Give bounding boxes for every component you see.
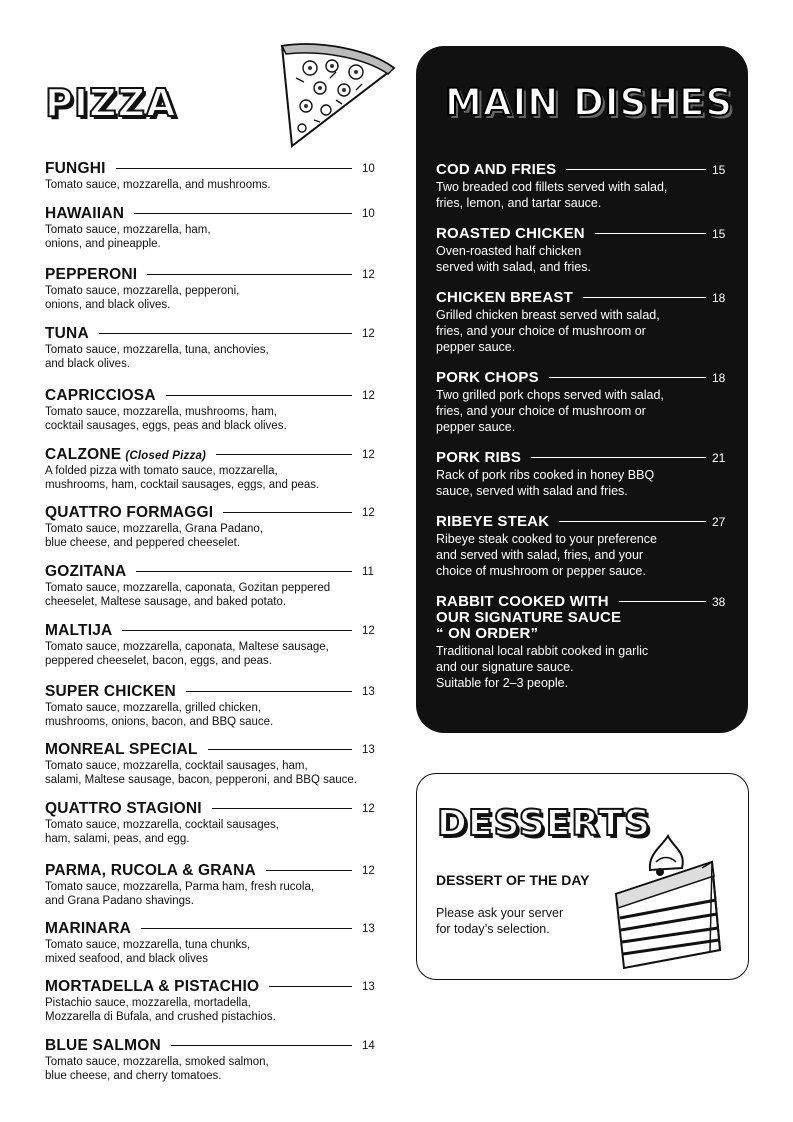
item-name: PORK RIBS xyxy=(436,449,522,466)
leader-line xyxy=(595,233,706,234)
item-price: 10 xyxy=(362,207,375,220)
item-name: PORK CHOPS xyxy=(436,369,539,386)
leader-line xyxy=(141,928,352,929)
item-price: 21 xyxy=(712,450,726,465)
item-note: (Closed Pizza) xyxy=(125,449,207,462)
item-name: GOZITANA xyxy=(45,562,127,580)
item-description: Tomato sauce, mozzarella, Parma ham, fresh rucola, and Grana Padano shavings. xyxy=(45,881,315,907)
menu-item xyxy=(436,225,728,275)
item-name: PARMA, RUCOLA & GRANA xyxy=(45,861,256,879)
item-price: 12 xyxy=(362,448,375,461)
item-price: 15 xyxy=(712,226,726,241)
item-description: Two grilled pork chops served with salad, fries, and your choice of mushroom or pepper sauce. xyxy=(436,388,664,434)
item-name: MORTADELLA & PISTACHIO xyxy=(45,977,260,995)
item-price: 12 xyxy=(362,506,375,519)
item-price: 18 xyxy=(712,370,726,385)
menu-item xyxy=(45,978,378,1024)
menu-item xyxy=(436,369,728,435)
item-description: Tomato sauce, mozzarella, cocktail sausages, ham, salami, Maltese sausage, bacon, pepperoni, and BBQ sauce. xyxy=(45,760,357,786)
item-name-line-2: OUR SIGNATURE SAUCE xyxy=(436,609,622,626)
menu-item xyxy=(45,266,378,312)
leader-line xyxy=(208,749,352,750)
item-description: Traditional local rabbit cooked in garlic and our signature sauce. Suitable for 2–3 people. xyxy=(436,644,649,690)
desserts-title: DESSERTS xyxy=(437,803,651,844)
item-price: 38 xyxy=(712,594,726,609)
item-name: QUATTRO FORMAGGI xyxy=(45,503,214,521)
item-name-line-3: “ ON ORDER” xyxy=(436,625,539,642)
leader-line xyxy=(531,457,706,458)
item-price: 13 xyxy=(362,743,375,756)
item-price: 14 xyxy=(362,1039,375,1052)
leader-line xyxy=(566,169,706,170)
leader-line xyxy=(171,1045,352,1046)
item-price: 12 xyxy=(362,389,375,402)
leader-line xyxy=(136,571,352,572)
item-name: MALTIJA xyxy=(45,621,113,639)
leader-line xyxy=(269,986,352,987)
item-price: 18 xyxy=(712,290,726,305)
item-price: 12 xyxy=(362,624,375,637)
item-name: MARINARA xyxy=(45,919,131,937)
item-name: RABBIT COOKED WITH xyxy=(436,593,609,610)
item-name: TUNA xyxy=(45,324,89,342)
menu-item xyxy=(45,160,378,192)
menu-item xyxy=(45,504,378,550)
leader-line xyxy=(116,168,352,169)
cake-slice-icon xyxy=(612,832,730,972)
item-description: Tomato sauce, mozzarella, caponata, Maltese sausage, peppered cheeselet, bacon, eggs, and peas. xyxy=(45,641,329,667)
menu-item xyxy=(45,622,378,668)
leader-line xyxy=(99,333,352,334)
menu-item xyxy=(45,387,378,433)
item-name: PEPPERONI xyxy=(45,265,138,283)
item-description: Tomato sauce, mozzarella, and mushrooms. xyxy=(45,179,271,191)
item-price: 13 xyxy=(362,922,375,935)
leader-line xyxy=(223,512,352,513)
leader-line xyxy=(559,521,706,522)
item-name: FUNGHI xyxy=(45,159,106,177)
item-description: Rack of pork ribs cooked in honey BBQ sauce, served with salad and fries. xyxy=(436,468,655,498)
item-price: 11 xyxy=(362,565,374,578)
item-description: Tomato sauce, mozzarella, cocktail sausages, ham, salami, peas, and egg. xyxy=(45,819,279,845)
item-price: 27 xyxy=(712,514,726,529)
leader-line xyxy=(619,601,706,602)
item-price: 12 xyxy=(362,802,375,815)
leader-line xyxy=(549,377,706,378)
item-description: Tomato sauce, mozzarella, tuna chunks, mixed seafood, and black olives xyxy=(45,939,251,965)
item-description: Tomato sauce, mozzarella, mushrooms, ham, cocktail sausages, eggs, peas and black olives. xyxy=(45,406,287,432)
menu-item xyxy=(45,862,378,908)
menu-item xyxy=(436,449,728,499)
pizza-title: PIZZA xyxy=(45,81,177,125)
menu-item xyxy=(45,205,378,251)
leader-line xyxy=(212,808,352,809)
item-description: Tomato sauce, mozzarella, smoked salmon, blue cheese, and cherry tomatoes. xyxy=(45,1056,269,1082)
item-name: CAPRICCIOSA xyxy=(45,386,156,404)
leader-line xyxy=(166,395,352,396)
item-description: Pistachio sauce, mozzarella, mortadella, Mozzarella di Bufala, and crushed pistachios. xyxy=(45,997,276,1023)
leader-line xyxy=(583,297,706,298)
dessert-description: Please ask your server for today’s selection. xyxy=(436,906,564,936)
menu-item xyxy=(45,800,378,846)
item-price: 12 xyxy=(362,268,375,281)
menu-item xyxy=(45,920,378,966)
item-description: A folded pizza with tomato sauce, mozzarella, mushrooms, ham, cocktail sausages, eggs, and peas. xyxy=(45,465,320,491)
item-name: COD AND FRIES xyxy=(436,161,557,178)
item-name: BLUE SALMON xyxy=(45,1036,161,1054)
item-price: 12 xyxy=(362,327,375,340)
pizza-slice-icon xyxy=(270,38,400,153)
item-name xyxy=(45,446,206,464)
item-price: 10 xyxy=(362,162,375,175)
item-name: QUATTRO STAGIONI xyxy=(45,799,202,817)
item-price: 15 xyxy=(712,162,726,177)
item-name: HAWAIIAN xyxy=(45,204,125,222)
leader-line xyxy=(147,274,352,275)
leader-line xyxy=(216,454,352,455)
menu-item xyxy=(436,289,728,355)
item-description: Tomato sauce, mozzarella, ham, onions, and pineapple. xyxy=(45,224,211,250)
item-description: Oven-roasted half chicken served with salad, and fries. xyxy=(436,244,591,274)
item-name: RIBEYE STEAK xyxy=(436,513,550,530)
menu-item xyxy=(436,513,728,579)
leader-line xyxy=(266,870,352,871)
dessert-name: DESSERT OF THE DAY xyxy=(436,872,590,888)
main-dishes-title: MAIN DISHES xyxy=(445,81,734,124)
item-description: Tomato sauce, mozzarella, Grana Padano, blue cheese, and peppered cheeselet. xyxy=(45,523,263,549)
item-name: ROASTED CHICKEN xyxy=(436,225,585,242)
menu-item xyxy=(45,446,378,492)
menu-item xyxy=(45,683,378,729)
item-description: Grilled chicken breast served with salad, fries, and your choice of mushroom or pepper sauce. xyxy=(436,308,660,354)
item-description: Tomato sauce, mozzarella, grilled chicken, mushrooms, onions, bacon, and BBQ sauce. xyxy=(45,702,274,728)
menu-item xyxy=(45,325,378,371)
menu-item xyxy=(436,161,728,211)
item-description: Ribeye steak cooked to your preference and served with salad, fries, and your choice of mushroom or pepper sauce. xyxy=(436,532,657,578)
leader-line xyxy=(134,213,352,214)
item-name: CHICKEN BREAST xyxy=(436,289,573,306)
item-name-text: CALZONE xyxy=(45,445,122,463)
menu-item xyxy=(436,593,728,691)
item-description: Tomato sauce, mozzarella, caponata, Gozitan peppered cheeselet, Maltese sausage, and baked potato. xyxy=(45,582,331,608)
item-price: 12 xyxy=(362,864,375,877)
menu-item xyxy=(45,1037,378,1083)
item-price: 13 xyxy=(362,685,375,698)
item-description: Two breaded cod fillets served with salad, fries, lemon, and tartar sauce. xyxy=(436,180,668,210)
item-name: SUPER CHICKEN xyxy=(45,682,176,700)
menu-item xyxy=(45,563,378,609)
item-name: MONREAL SPECIAL xyxy=(45,740,198,758)
item-price: 13 xyxy=(362,980,375,993)
leader-line xyxy=(186,691,352,692)
item-description: Tomato sauce, mozzarella, pepperoni, onions, and black olives. xyxy=(45,285,240,311)
leader-line xyxy=(122,630,352,631)
item-description: Tomato sauce, mozzarella, tuna, anchovies, and black olives. xyxy=(45,344,269,370)
menu-item xyxy=(45,741,378,787)
